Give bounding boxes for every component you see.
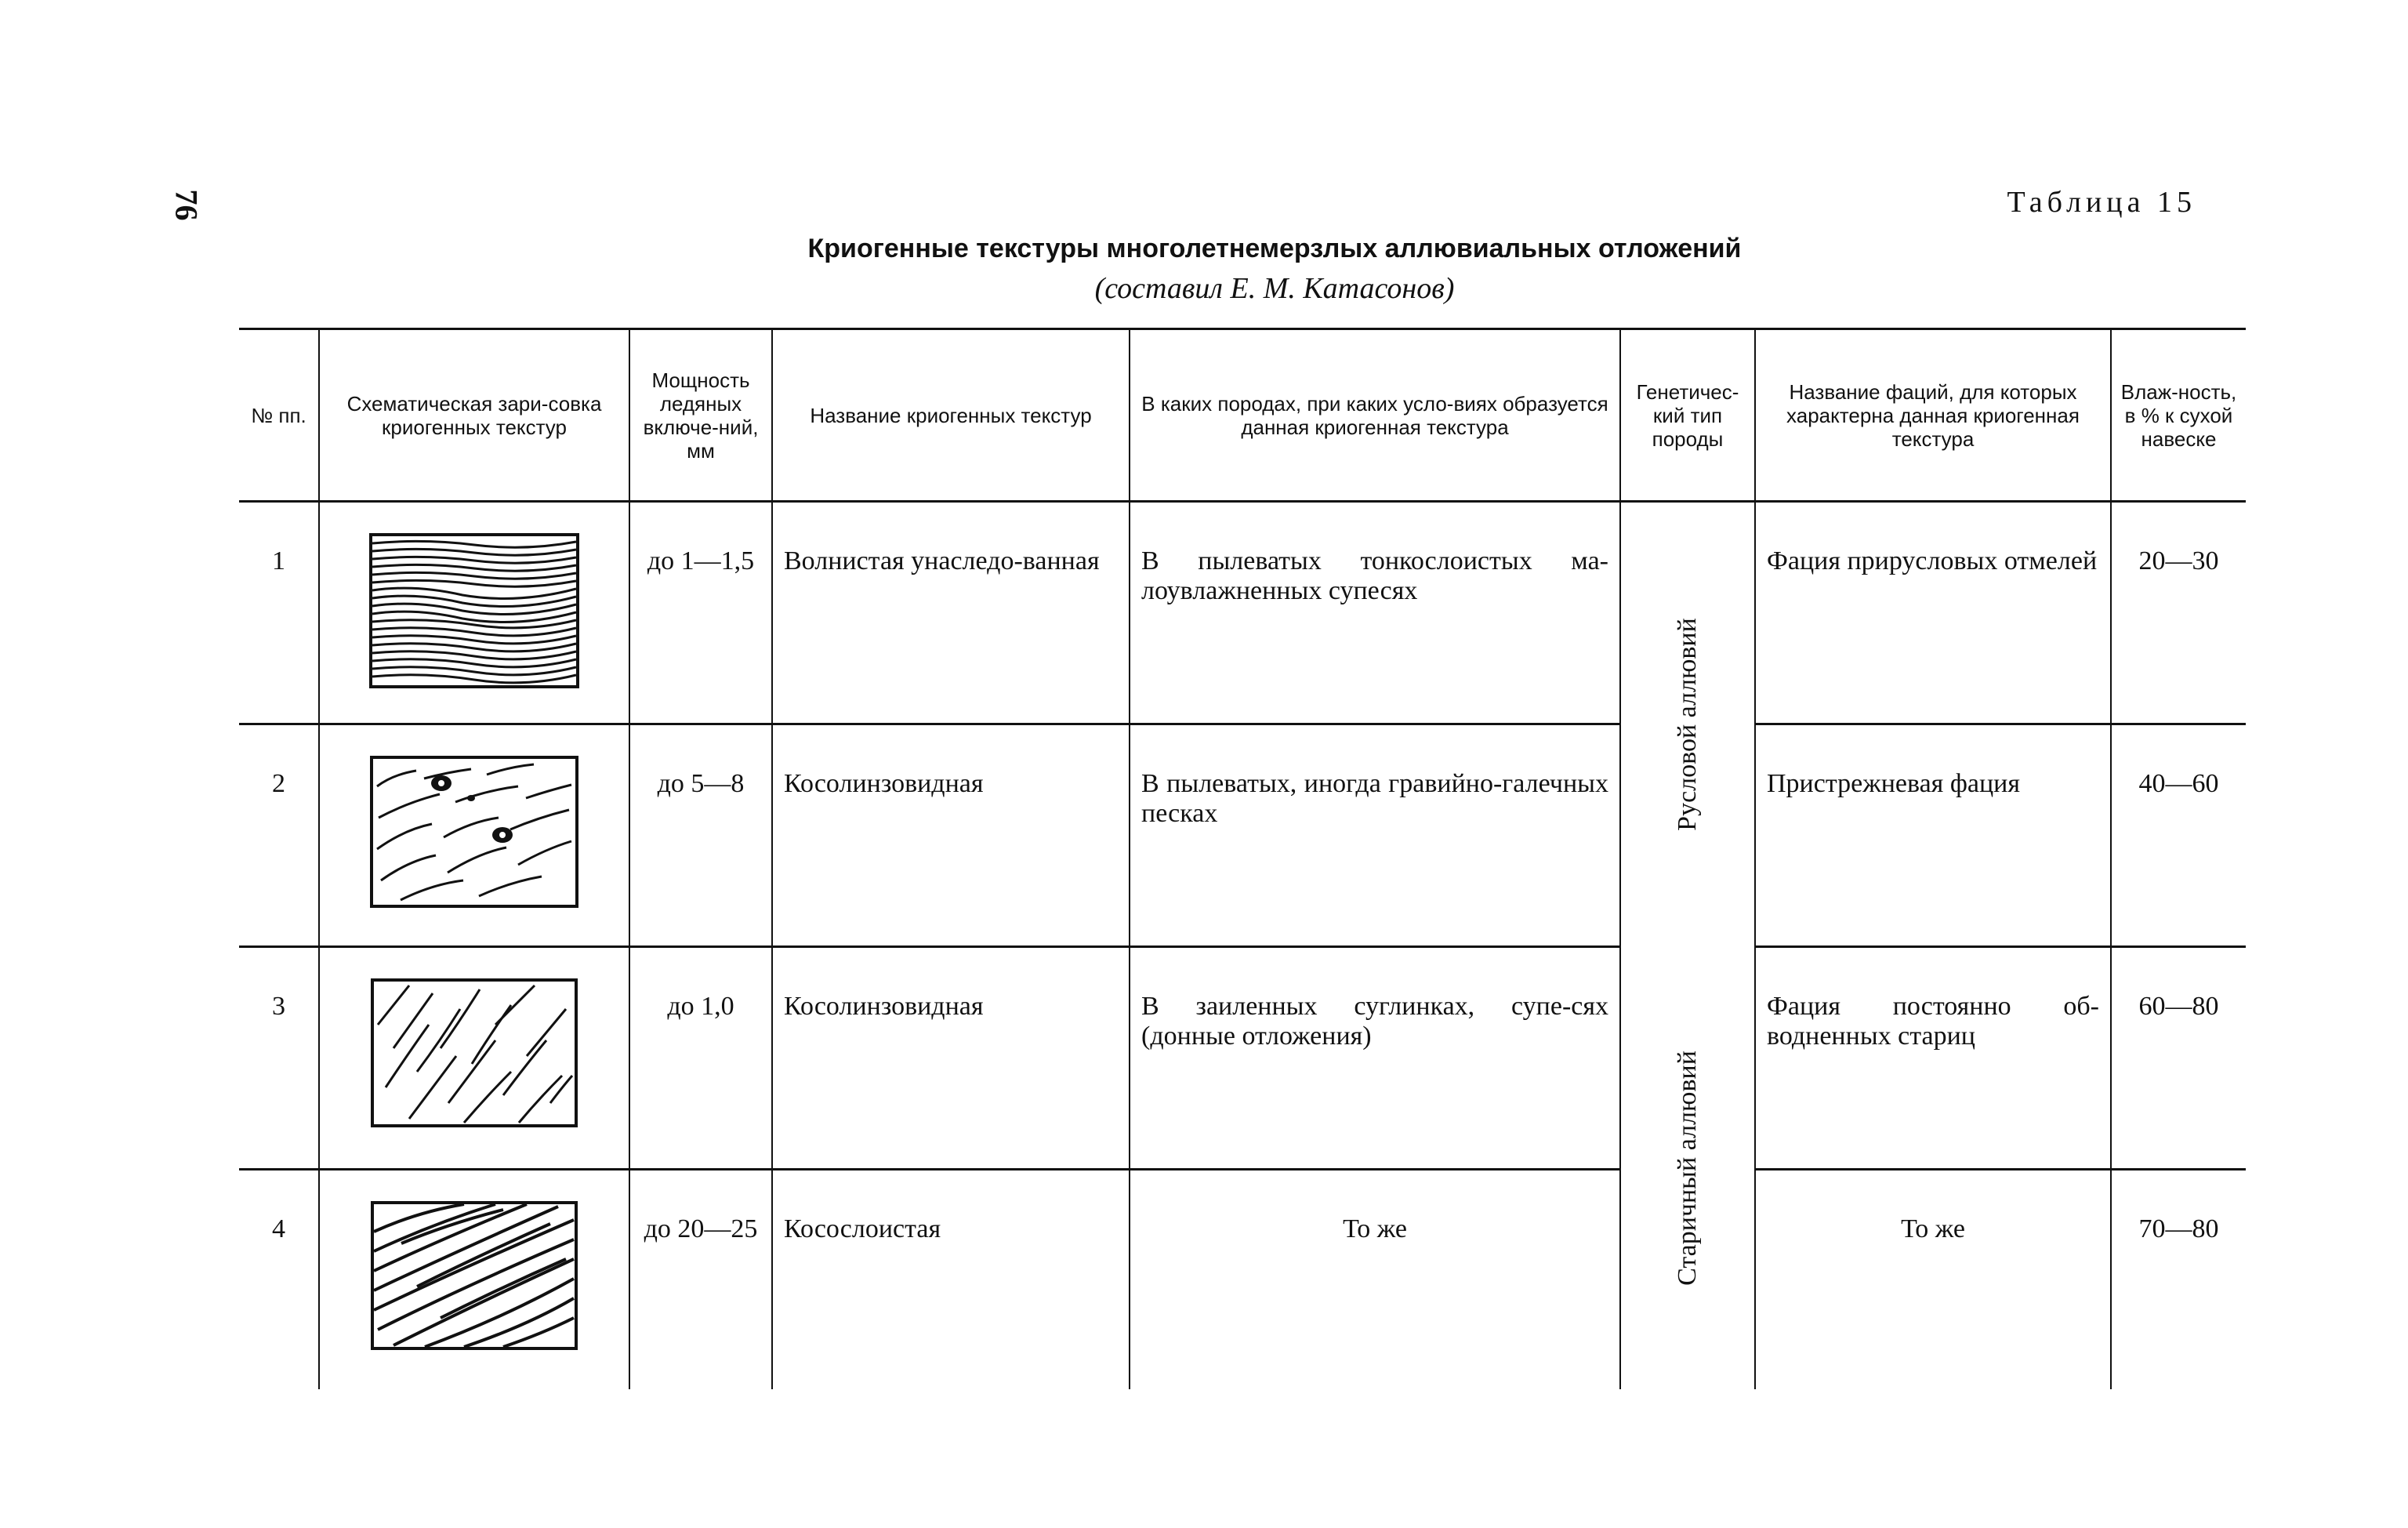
table-row — [239, 724, 2246, 947]
genetic-type-label: Старичный аллювий — [1673, 1050, 1702, 1286]
table-title: Криогенные текстуры многолетнемерзлых аллювиальных отложений — [807, 234, 1742, 263]
sketch-cell — [319, 947, 629, 1170]
row-num: 1 — [272, 546, 285, 575]
row-name: Косослоистая — [772, 1170, 1130, 1389]
row-num: 3 — [239, 947, 319, 1170]
cross-bedded-texture-sketch — [370, 1200, 578, 1351]
row-moisture: 60—80 — [2111, 947, 2246, 1170]
sketch-cell — [319, 1170, 629, 1389]
header-thickness: Мощность ледяных включе-ний, мм — [629, 329, 772, 502]
row-name: Косолинзовидная — [772, 724, 1130, 947]
row-num: 2 — [239, 724, 319, 947]
header-rocks: В каких породах, при каких усло-виях образуется данная криогенная текстура — [1130, 329, 1620, 502]
table-label: Таблица 15 — [2007, 186, 2196, 219]
row-rocks: В пылеватых тонкослоистых ма-лоувлажненных супесях — [1130, 502, 1620, 724]
header-genetic: Генетичес-кий тип породы — [1620, 329, 1755, 502]
row-name: Волнистая унаследо-ванная — [772, 502, 1130, 724]
table-subtitle: (составил Е. М. Катасонов) — [1094, 272, 1455, 305]
row-moisture: 20—30 — [2111, 502, 2246, 724]
oblique-lenticular-texture-sketch — [369, 755, 579, 909]
table-row — [239, 502, 2246, 724]
genetic-type-channel — [1620, 502, 1755, 947]
header-row — [239, 329, 2246, 502]
row-rocks: В заиленных суглинках, супе-сях (донные отложения) — [1130, 947, 1620, 1170]
row-thickness: до 1—1,5 — [629, 502, 772, 724]
header-num: № пп. — [239, 329, 319, 502]
row-rocks: В пылеватых, иногда гравийно-галечных песках — [1130, 724, 1620, 947]
row-thickness: до 5—8 — [629, 724, 772, 947]
header-moisture: Влаж-ность, в % к сухой навеске — [2111, 329, 2246, 502]
cryogenic-textures-table — [239, 328, 2246, 1389]
table-row — [239, 947, 2246, 1170]
table-row — [239, 1170, 2246, 1389]
row-facies: Фация постоянно об-водненных стариц — [1755, 947, 2111, 1170]
sketch-cell — [319, 724, 629, 947]
row-thickness: до 1,0 — [629, 947, 772, 1170]
row-facies: То же — [1755, 1170, 2111, 1389]
header-facies: Название фаций, для которых характерна данная криогенная текстура — [1755, 329, 2111, 502]
row-facies: Фация прирусловых отмелей — [1755, 502, 2111, 724]
sketch-cell — [319, 502, 629, 724]
header-name: Название криогенных текстур — [772, 329, 1130, 502]
oblique-lenticular-fine-texture-sketch — [370, 978, 578, 1128]
row-name: Косолинзовидная — [772, 947, 1130, 1170]
page-number: 76 — [169, 189, 205, 221]
header-sketch: Схематическая зари-совка криогенных текстур — [319, 329, 629, 502]
row-num: 4 — [239, 1170, 319, 1389]
row-moisture: 40—60 — [2111, 724, 2246, 947]
genetic-type-oxbow — [1620, 947, 1755, 1389]
row-rocks: То же — [1130, 1170, 1620, 1389]
wavy-inherited-texture-sketch — [368, 532, 580, 689]
row-moisture: 70—80 — [2111, 1170, 2246, 1389]
row-facies: Пристрежневая фация — [1755, 724, 2111, 947]
genetic-type-label: Русловой аллювий — [1673, 618, 1702, 832]
row-thickness: до 20—25 — [629, 1170, 772, 1389]
